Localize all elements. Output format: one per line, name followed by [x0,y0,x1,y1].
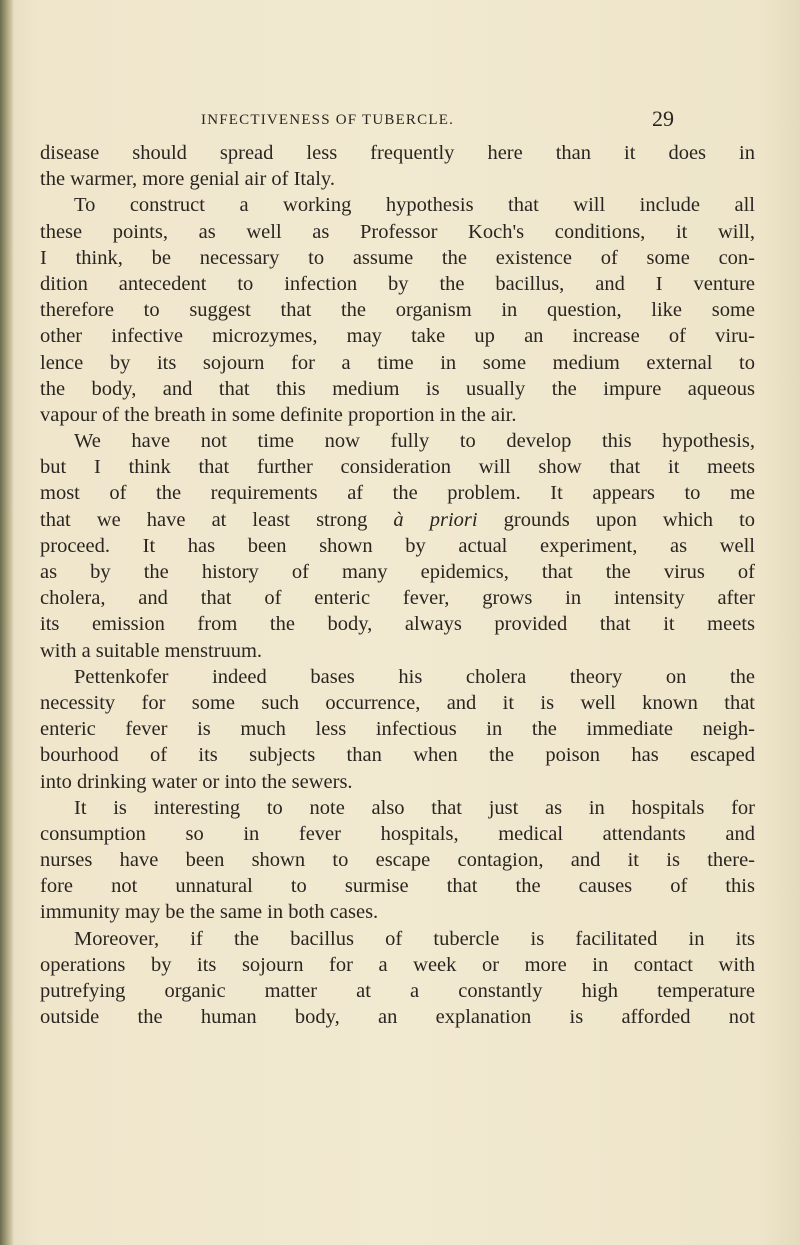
text-line: enteric fever is much less infectious in the immediate neigh- [40,718,755,741]
text-line: Moreover, if the bacillus of tubercle is facilitated in its [74,927,755,950]
text-fragment: grounds upon which to [477,508,756,531]
text-line: outside the human body, an explanation is afforded not [40,1006,755,1029]
text-line: immunity may be the same in both cases. [40,901,379,924]
page-binding-edge [0,0,14,1245]
text-line: Pettenkofer indeed bases his cholera theory on the [74,665,755,688]
text-line-with-italic [40,507,755,533]
text-line: with a suitable menstruum. [40,639,263,662]
italic-phrase: à priori [393,508,478,531]
text-line: but I think that further consideration will show that it meets [40,456,755,479]
text-line: proceed. It has been shown by actual experiment, as well [40,534,755,557]
text-line: fore not unnatural to surmise that the causes of this [40,875,755,898]
text-line: other infective microzymes, may take up an increase of viru- [40,325,755,348]
text-line: these points, as well as Professor Koch's conditions, it will, [40,220,755,243]
text-line: most of the requirements af the problem. It appears to me [40,482,755,505]
text-line: lence by its sojourn for a time in some medium external to [40,351,755,374]
text-line: the warmer, more genial air of Italy. [40,168,335,191]
text-line: nurses have been shown to escape contagion, and it is there- [40,849,755,872]
text-line: cholera, and that of enteric fever, grows in intensity after [40,587,755,610]
text-line: therefore to suggest that the organism in question, like some [40,299,755,322]
body-text [40,140,755,1030]
text-line: its emission from the body, always provided that it meets [40,613,755,636]
page-number: 29 [652,106,674,131]
text-line: putrefying organic matter at a constantly high temperature [40,980,755,1002]
text-line: necessity for some such occurrence, and it is well known that [40,691,755,714]
text-line: as by the history of many epidemics, that the virus of [40,561,755,583]
text-line: vapour of the breath in some definite proportion in the air. [40,403,517,426]
running-head [40,106,760,136]
text-line: I think, be necessary to assume the existence of some con- [40,246,755,269]
text-line: To construct a working hypothesis that will include all [74,194,755,217]
text-line: It is interesting to note also that just as in hospitals for [74,796,755,819]
text-line: consumption so in fever hospitals, medical attendants and [40,822,755,845]
text-fragment: that we have at least strong [40,508,368,531]
text-line: bourhood of its subjects than when the poison has escaped [40,744,755,767]
text-line: We have not time now fully to develop this hypothesis, [74,430,755,453]
text-line: operations by its sojourn for a week or more in contact with [40,953,755,976]
text-line: into drinking water or into the sewers. [40,770,353,793]
running-title: INFECTIVENESS OF TUBERCLE. [201,112,455,128]
text-line: the body, and that this medium is usually the impure aqueous [40,377,755,400]
text-line: dition antecedent to infection by the bacillus, and I venture [40,272,755,295]
text-line: disease should spread less frequently here than it does in [40,142,755,164]
